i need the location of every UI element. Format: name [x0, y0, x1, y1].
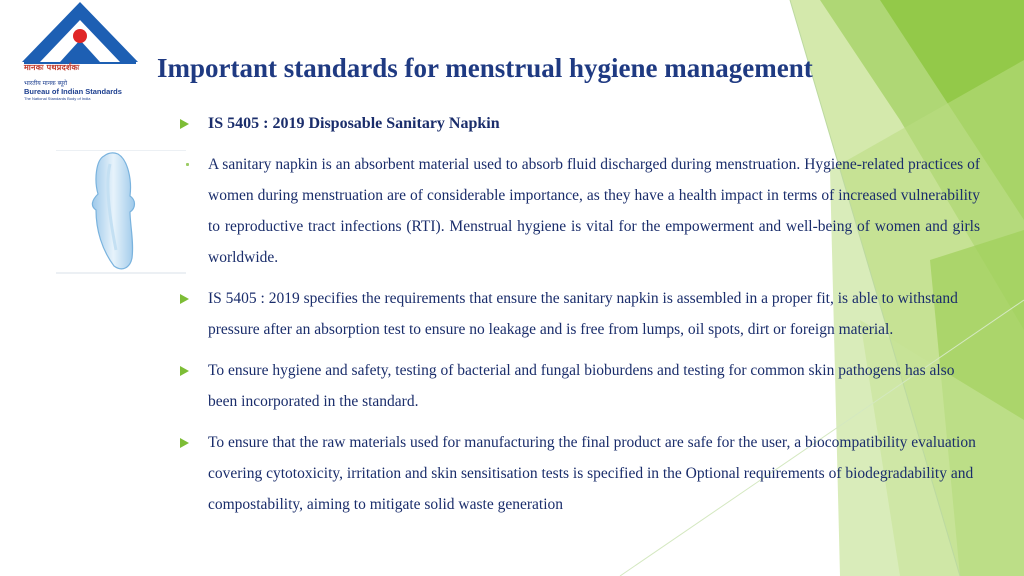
sanitary-napkin-image — [56, 150, 186, 274]
point-text-1: IS 5405 : 2019 specifies the requirements that ensure the sanitary napkin is assembled in a proper fit, is able to withstand pressure after an absorption test to ensure no leakage and is free from lumps, oil spots, dirt or foreign material. — [208, 290, 958, 338]
page-title: Important standards for menstrual hygiene management — [157, 53, 813, 83]
logo-hindi-name: भारतीय मानक ब्यूरो — [24, 80, 68, 87]
intro-paragraph-item — [180, 149, 980, 273]
bullet-point-3 — [180, 427, 980, 520]
triangle-arrow-icon — [180, 119, 189, 129]
point-text-2: To ensure hygiene and safety, testing of bacterial and fungal bioburdens and testing for common skin pathogens has also been incorporated in the standard. — [208, 362, 955, 410]
bullet-point-2 — [180, 355, 980, 417]
logo-text-block — [24, 62, 144, 101]
triangle-arrow-icon — [180, 294, 189, 304]
bullet-point-1 — [180, 283, 980, 345]
standard-subtitle: IS 5405 : 2019 Disposable Sanitary Napkin — [208, 115, 500, 132]
logo-english-name: Bureau of Indian Standards — [24, 87, 122, 96]
content-area — [180, 108, 980, 520]
logo-tagline: The National Standards Body of India — [24, 96, 91, 101]
small-dot-icon — [186, 163, 189, 166]
triangle-arrow-icon — [180, 438, 189, 448]
logo-hindi-tagline: मानकः पथप्रदर्शकः — [24, 63, 80, 72]
intro-paragraph: A sanitary napkin is an absorbent material used to absorb fluid discharged during menstruation. Hygiene-related practices of women during menstruation are of considerable importance, as they have a health impact in terms of increased vulnerability to reproductive tract infections (RTI). Menstrual hygiene is vital for the empowerment and well-being of women and girls worldwide. — [208, 156, 980, 266]
point-text-3: To ensure that the raw materials used for manufacturing the final product are safe for the user, a biocompatibility evaluation covering cytotoxicity, irritation and skin sensitisation tests is specified in the Optional requirements of biodegradability and compostability, aiming to mitigate solid waste generation — [208, 434, 976, 513]
triangle-arrow-icon — [180, 366, 189, 376]
bullet-subtitle — [180, 108, 980, 139]
